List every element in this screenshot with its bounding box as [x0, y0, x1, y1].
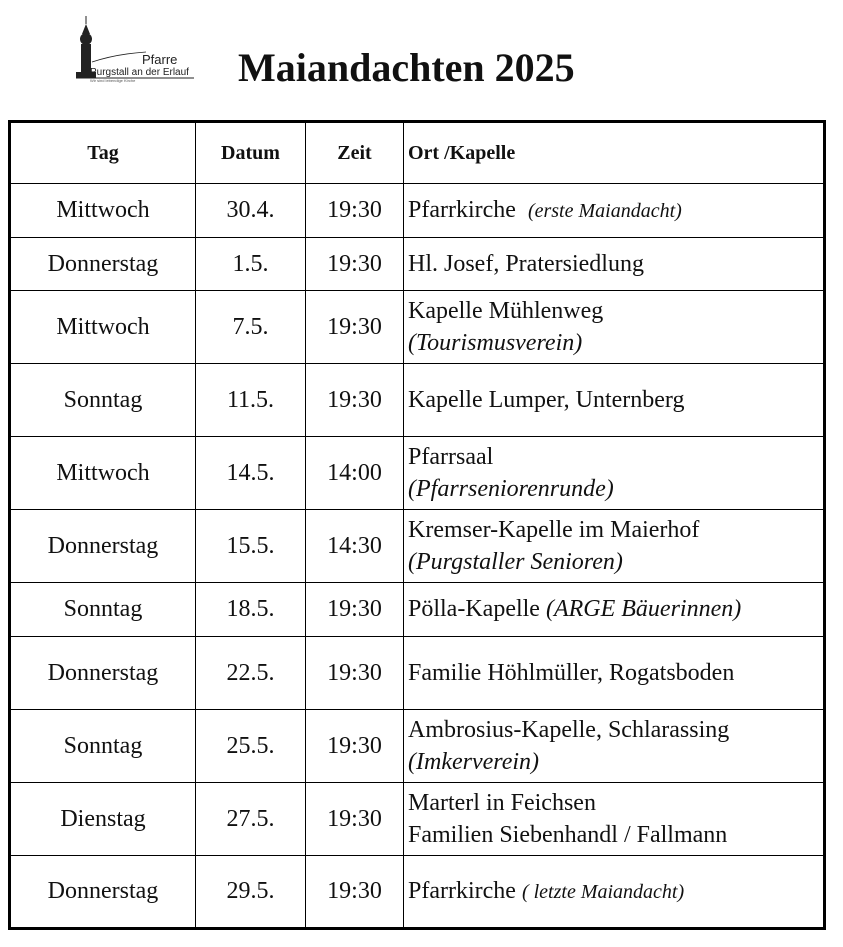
- cell-datum: 15.5.: [196, 510, 306, 583]
- ort-text: Pfarrkirche: [408, 197, 516, 224]
- header-zeit: Zeit: [306, 122, 404, 184]
- cell-tag: Donnerstag: [10, 637, 196, 710]
- cell-ort: [404, 583, 825, 637]
- cell-zeit: 19:30: [306, 291, 404, 364]
- table-row: [10, 710, 825, 783]
- table-row: [10, 583, 825, 637]
- cell-datum: 7.5.: [196, 291, 306, 364]
- cell-tag: Sonntag: [10, 583, 196, 637]
- ort-text: Kremser-Kapelle im Maierhof: [408, 516, 700, 543]
- ort-text: Pfarrsaal: [408, 443, 494, 470]
- cell-zeit: 19:30: [306, 637, 404, 710]
- logo-motto: Wir sind lebendige Kirche: [90, 78, 136, 83]
- cell-zeit: 19:30: [306, 237, 404, 291]
- cell-zeit: 19:30: [306, 710, 404, 783]
- cell-datum: 27.5.: [196, 782, 306, 855]
- cell-ort: [404, 782, 825, 855]
- cell-datum: 1.5.: [196, 237, 306, 291]
- header-datum: Datum: [196, 122, 306, 184]
- cell-datum: 18.5.: [196, 583, 306, 637]
- cell-tag: Sonntag: [10, 710, 196, 783]
- cell-tag: Donnerstag: [10, 855, 196, 928]
- logo-name: Pfarre: [142, 52, 178, 67]
- cell-ort: [404, 364, 825, 437]
- ort-text: Familie Höhlmüller, Rogatsboden: [408, 659, 735, 686]
- parish-logo: [56, 14, 196, 84]
- cell-tag: Mittwoch: [10, 437, 196, 510]
- cell-tag: Dienstag: [10, 782, 196, 855]
- schedule-table: [8, 120, 826, 930]
- ort-note: (ARGE Bäuerinnen): [545, 596, 742, 623]
- ort-text-line2: Familien Siebenhandl / Fallmann: [408, 821, 728, 848]
- table-row: [10, 855, 825, 928]
- cell-datum: 14.5.: [196, 437, 306, 510]
- cell-ort: [404, 637, 825, 710]
- cell-ort: [404, 437, 825, 510]
- ort-text: Kapelle Lumper, Unternberg: [408, 387, 685, 414]
- cell-zeit: 19:30: [306, 855, 404, 928]
- cell-ort: [404, 237, 825, 291]
- ort-text: Ambrosius-Kapelle, Schlarassing: [408, 716, 730, 743]
- ort-text: Marterl in Feichsen: [408, 789, 596, 816]
- ort-text: Hl. Josef, Pratersiedlung: [408, 250, 644, 277]
- cell-zeit: 14:00: [306, 437, 404, 510]
- table-row: [10, 510, 825, 583]
- cell-zeit: 19:30: [306, 583, 404, 637]
- cell-tag: Sonntag: [10, 364, 196, 437]
- cell-ort: [404, 855, 825, 928]
- ort-note: (Pfarrseniorenrunde): [408, 476, 614, 503]
- cell-tag: Donnerstag: [10, 237, 196, 291]
- ort-text: Pfarrkirche: [408, 878, 516, 905]
- cell-ort: [404, 291, 825, 364]
- ort-note: (erste Maiandacht): [527, 200, 682, 223]
- cell-ort: [404, 184, 825, 238]
- header-tag: Tag: [10, 122, 196, 184]
- ort-note: (Purgstaller Senioren): [408, 549, 623, 576]
- logo-place: Purgstall an der Erlauf: [90, 67, 189, 78]
- cell-zeit: 19:30: [306, 364, 404, 437]
- cell-ort: [404, 710, 825, 783]
- table-row: [10, 291, 825, 364]
- cell-datum: 29.5.: [196, 855, 306, 928]
- table-row: [10, 184, 825, 238]
- ort-note: (Tourismusverein): [408, 330, 583, 357]
- ort-note: ( letzte Maiandacht): [521, 881, 685, 904]
- table-header-row: [10, 122, 825, 184]
- cell-datum: 25.5.: [196, 710, 306, 783]
- ort-text: Pölla-Kapelle: [408, 596, 540, 623]
- cell-datum: 30.4.: [196, 184, 306, 238]
- cell-tag: Donnerstag: [10, 510, 196, 583]
- header-ort: Ort /Kapelle: [404, 122, 825, 184]
- table-row: [10, 437, 825, 510]
- cell-datum: 11.5.: [196, 364, 306, 437]
- table-row: [10, 237, 825, 291]
- page-title: Maiandachten 2025: [238, 45, 575, 90]
- ort-text: Kapelle Mühlenweg: [408, 298, 604, 325]
- table-row: [10, 364, 825, 437]
- cell-tag: Mittwoch: [10, 291, 196, 364]
- table-row: [10, 782, 825, 855]
- cell-datum: 22.5.: [196, 637, 306, 710]
- ort-note: (Imkerverein): [408, 748, 540, 775]
- table-row: [10, 637, 825, 710]
- cell-ort: [404, 510, 825, 583]
- cell-zeit: 19:30: [306, 782, 404, 855]
- cell-tag: Mittwoch: [10, 184, 196, 238]
- cell-zeit: 14:30: [306, 510, 404, 583]
- cell-zeit: 19:30: [306, 184, 404, 238]
